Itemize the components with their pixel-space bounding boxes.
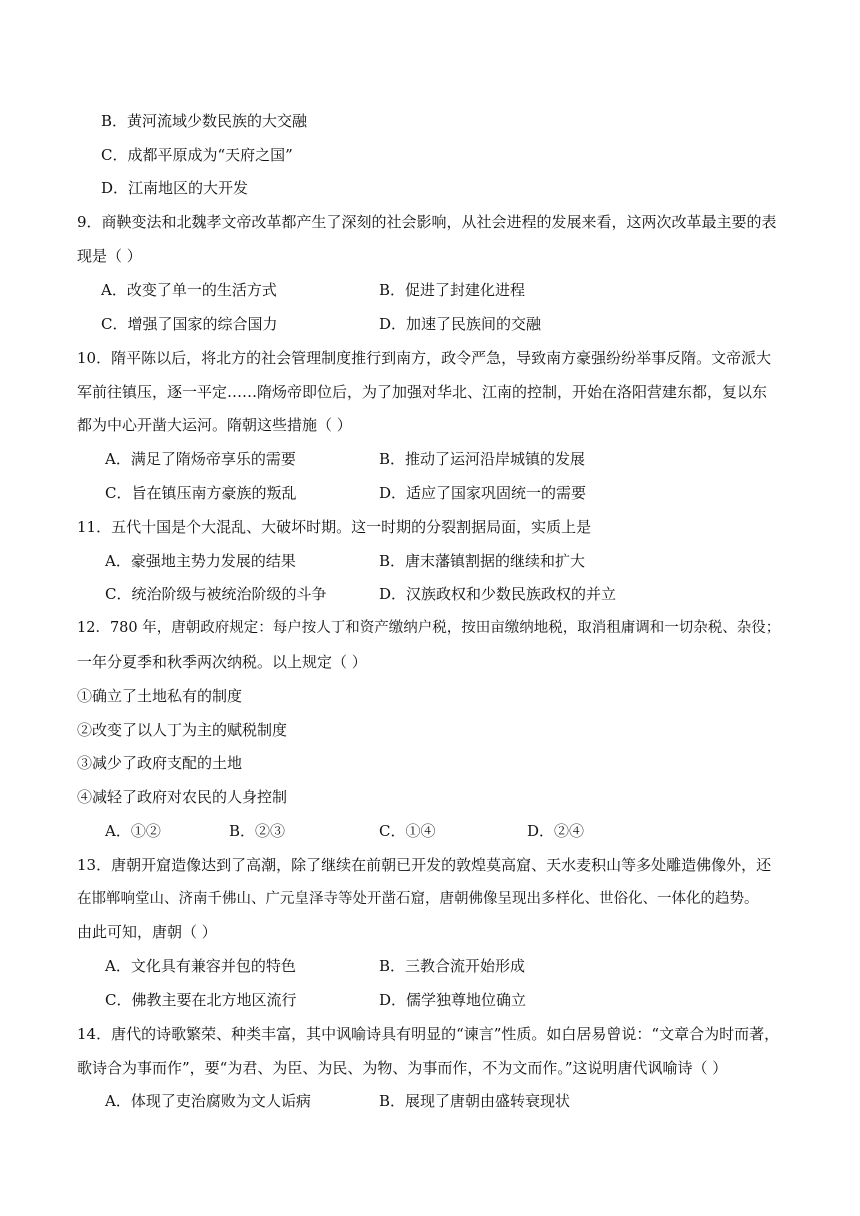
q11-option-c: C．统治阶级与被统治阶级的斗争 — [105, 585, 327, 603]
q9-option-b: B．促进了封建化进程 — [379, 281, 526, 299]
q13-option-d: D．儒学独尊地位确立 — [379, 991, 527, 1009]
q12-statement-3: ③减少了政府支配的土地 — [77, 754, 243, 772]
q11-option-a: A．豪强地主势力发展的结果 — [105, 552, 296, 570]
q10-stem-line2: 军前往镇压，逐一平定……隋炀帝即位后，为了加强对华北、江南的控制，开始在洛阳营建东都，复以东 — [77, 383, 768, 401]
q11-stem-line1: 11．五代十国是个大混乱、大破坏时期。这一时期的分裂割据局面，实质上是 — [77, 518, 592, 536]
q12-statement-2: ②改变了以人丁为主的赋税制度 — [77, 721, 288, 739]
q14-stem-line1: 14．唐代的诗歌繁荣、种类丰富，其中讽喻诗具有明显的“谏言”性质。如白居易曾说：“文章合为时而著， — [77, 1025, 780, 1043]
q8-option-b: B．黄河流域少数民族的大交融 — [101, 112, 308, 130]
q10-option-d: D．适应了国家巩固统一的需要 — [379, 484, 587, 502]
q9-stem-line2: 现是（ ） — [77, 247, 142, 265]
q13-option-c: C．佛教主要在北方地区流行 — [105, 991, 297, 1009]
q11-option-d: D．汉族政权和少数民族政权的并立 — [379, 585, 617, 603]
q9-option-a: A．改变了单一的生活方式 — [101, 281, 277, 299]
q9-stem-line1: 9．商鞅变法和北魏孝文帝改革都产生了深刻的社会影响，从社会进程的发展来看，这两次改革最主要的表 — [77, 213, 777, 231]
q10-stem-line3: 都为中心开凿大运河。隋朝这些措施（ ） — [77, 416, 352, 434]
q11-option-b: B．唐末藩镇割据的继续和扩大 — [379, 552, 586, 570]
q13-stem-line1: 13．唐朝开窟造像达到了高潮，除了继续在前朝已开发的敦煌莫高窟、天水麦积山等多处雕造佛像外，还 — [77, 856, 772, 874]
q12-statement-1: ①确立了土地私有的制度 — [77, 687, 243, 705]
q13-option-b: B．三教合流开始形成 — [379, 957, 526, 975]
q10-option-b: B．推动了运河沿岸城镇的发展 — [379, 450, 586, 468]
q13-stem-line3: 由此可知，唐朝（ ） — [77, 923, 217, 941]
q9-option-d: D．加速了民族间的交融 — [379, 315, 542, 333]
q8-option-d: D．江南地区的大开发 — [101, 179, 249, 197]
q12-option-d: D．②④ — [527, 822, 585, 840]
q9-option-c: C．增强了国家的综合国力 — [101, 315, 278, 333]
q12-option-b: B．②③ — [229, 822, 286, 840]
q8-option-c: C．成都平原成为“天府之国” — [101, 146, 293, 164]
q12-option-c: C．①④ — [379, 822, 436, 840]
q14-option-b: B．展现了唐朝由盛转衰现状 — [379, 1092, 571, 1110]
q12-option-a: A．①② — [105, 822, 161, 840]
q12-statement-4: ④减轻了政府对农民的人身控制 — [77, 788, 288, 806]
q14-option-a: A．体现了吏治腐败为文人诟病 — [105, 1092, 311, 1110]
q10-option-a: A．满足了隋炀帝享乐的需要 — [105, 450, 296, 468]
q12-stem-line1: 12．780 年，唐朝政府规定：每户按人丁和资产缴纳户税，按田亩缴纳地税，取消租庸调和一切杂税、杂役； — [77, 620, 781, 636]
q10-option-c: C．旨在镇压南方豪族的叛乱 — [105, 484, 297, 502]
q12-stem-line2: 一年分夏季和秋季两次纳税。以上规定（ ） — [77, 653, 367, 671]
q14-stem-line2: 歌诗合为事而作”，要“为君、为臣、为民、为物、为事而作，不为文而作。”这说明唐代讽喻诗（ ） — [77, 1059, 728, 1077]
q13-stem-line2: 在邯郸响堂山、济南千佛山、广元皇泽寺等处开凿石窟，唐朝佛像呈现出多样化、世俗化、一体化的趋势。 — [77, 891, 759, 907]
q13-option-a: A．文化具有兼容并包的特色 — [105, 957, 296, 975]
q10-stem-line1: 10．隋平陈以后，将北方的社会管理制度推行到南方，政令严急，导致南方豪强纷纷举事反隋。文帝派大 — [77, 349, 772, 367]
